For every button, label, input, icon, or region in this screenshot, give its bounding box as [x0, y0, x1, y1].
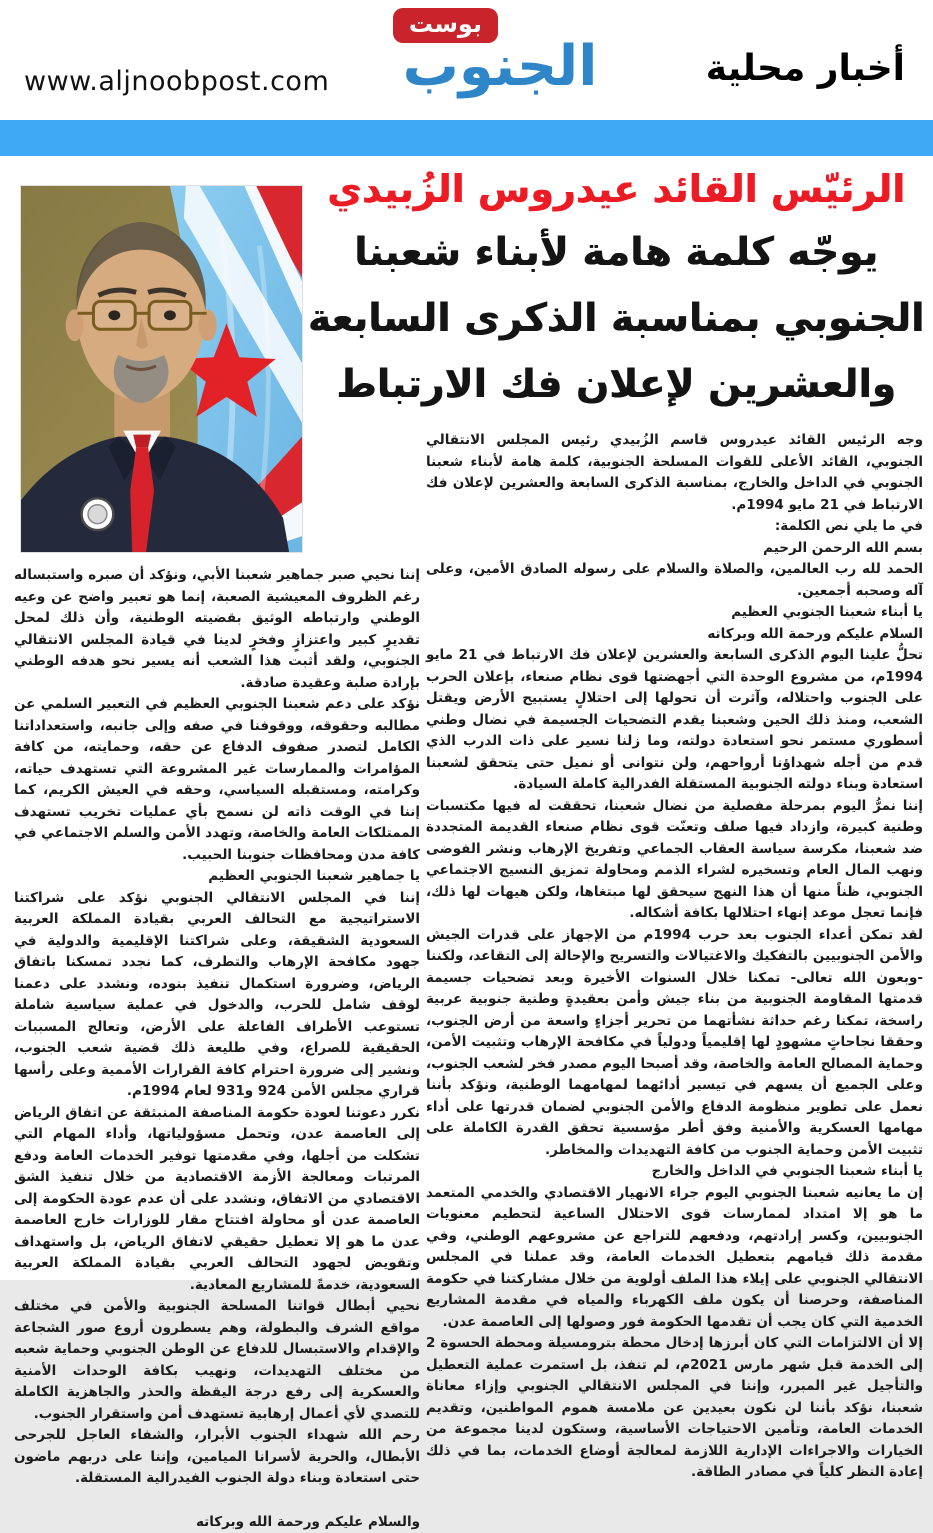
logo-wordmark: الجنوب [382, 39, 618, 95]
site-logo [382, 8, 618, 95]
header-divider-bar [0, 120, 933, 156]
headline-black-line: الجنوبي بمناسبة الذكرى السابعة [303, 286, 929, 352]
site-url: www.aljnoobpost.com [24, 66, 329, 97]
portrait-illustration [21, 186, 302, 552]
article-paragraph: نكرر دعوتنا لعودة حكومة المناصفة المنبثقة عن اتفاق الرياض إلى العاصمة عدن، وتحمل مسؤولياتها، وأداء المهام التي تشكلت من أجلها، وفي مقدمتها توفير الخدمات العامة ودفع المرتبات ومعالجة الأزمة الاقتصادية من خلال تنفيذ الشق الاقتصادي من الاتفاق، ونشدد على أن عدم عودة الحكومة إلى العاصمة عدن أو محاولة افتتاح مقار للوزارات خارج العاصمة عدن ما هو إلا تعطيل حقيقي لاتفاق الرياض، بل واستهداف وتقويض لجهود التحالف العربي بقيادة المملكة العربية السعودية، خدمةً للمشاريع المعادية. [14, 1103, 420, 1297]
article-column-left [14, 565, 420, 1267]
article-paragraph: بسم الله الرحمن الرحيم [426, 538, 923, 560]
article-paragraph: السلام عليكم ورحمة الله وبركاته [426, 624, 923, 646]
article-paragraph: رحم الله شهداء الجنوب الأبرار، والشفاء العاجل للجرحى الأبطال، والحرية لأسرانا الميامين، وإننا على دربهم ماضون حتى استعادة وبناء دولة الجنوب الفيدرالية المستقلة. [14, 1425, 420, 1490]
article-paragraph: نحيي أبطال قواتنا المسلحة الجنوبية والأمن في مختلف مواقع الشرف والبطولة، وهم يسطرون أروع صور الشجاعة والإقدام والاستبسال للدفاع عن الوطن الجنوبي وحماية شعبه من مختلف التهديدات، ونهيب بكافة الوحدات الأمنية والعسكرية إلى رفع درجة اليقظة والحذر والجاهزية الكاملة للتصدي لأي أعمال إرهابية تستهدف أمن واستقرار الجنوب. [14, 1296, 420, 1425]
article-closing-salutation: والسلام عليكم ورحمة الله وبركاته [14, 1512, 420, 1533]
article-paragraph: وجه الرئيس القائد عيدروس قاسم الزُبيدي رئيس المجلس الانتقالي الجنوبي، القائد الأعلى للقوات المسلحة الجنوبية، كلمة هامة لأبناء شعبنا الجنوبي في الداخل والخارج، بمناسبة الذكرى السابعة والعشرين لإعلان فك الارتباط في 21 مايو 1994م. [426, 430, 923, 516]
headline-red-line: الرئيّس القائد عيدروس الزُبيدي [303, 158, 929, 220]
article-paragraph: لقد تمكن أعداء الجنوب بعد حرب 1994م من الإجهاز على قدرات الجيش والأمن الجنوبيين بالتفكيك والاغتيالات والتسريح والإحالة إلى التقاعد، ولكننا -وبعون الله تعالى- تمكنا خلال السنوات الأخيرة وبعد تضحيات جسيمة قدمتها المقاومة الجنوبية من بناء جيش وأمن بعقيدةٍ وطنية جنوبية عربية راسخة، تمكنا رغم حداثة نشأتهما من تحرير أجزاءٍ واسعة من أرض الجنوب، وحققا نجاحاتٍ مشهودٍ لها إقليمياً ودولياً في مكافحة الإرهاب وتثبيت الأمن، وحماية المصالح العامة والخاصة، وقد أصبحا اليوم مصدر فخر لشعب الجنوب، وعلى الجميع أن يسهم في تيسير أدائهما لمهامهما الوطنية، ونؤكد بأننا نعمل على تطوير منظومة الدفاع والأمن الجنوبي لضمان قدرتها على أداء مهامها العسكرية والأمنية وفق أطر مؤسسية تحقق القدرة الكاملة على تثبيت الأمن وحماية الجنوب من كافة التهديدات والمخاطر. [426, 925, 923, 1162]
article-headline [303, 158, 929, 418]
president-portrait-photo [20, 185, 303, 553]
article-paragraph: يا أبناء شعبنا الجنوبي العظيم [426, 602, 923, 624]
article-paragraph: إننا نحيي صبر جماهير شعبنا الأبي، ونؤكد أن صبره واستبساله رغم الظروف المعيشية الصعبة، إنما هو تعبير واضح عن وعيه الوطني وارتباطه الوثيق بقضيته الوطنية، وأن ذلك لمحل تقديرٍ كبير واعتزازٍ وفخرٍ لدينا في قيادة المجلس الانتقالي الجنوبي، ولقد أثبت هذا الشعب أنه يسير نحو هدفه الوطني بإرادة صلبة وعقيدة صادقة. [14, 565, 420, 694]
article-paragraph: يا أبناء شعبنا الجنوبي في الداخل والخارج [426, 1161, 923, 1183]
headline-black-line: والعشرين لإعلان فك الارتباط [303, 352, 929, 418]
article-paragraph: في ما يلي نص الكلمة: [426, 516, 923, 538]
article-paragraph: إلا أن الالتزامات التي كان أبرزها إدخال محطة بترومسيلة ومحطة الحسوة 2 إلى الخدمة قبل شهر مارس 2021م، لم تنفذ، بل استمرت عملية التعطيل والتأجيل غير المبرر، وإننا في المجلس الانتقالي الجنوبي وإزاء معاناة شعبنا، نؤكد بأننا لن نكون بعيدين عن ملامسة هموم المواطنين، وتقديم الخدمات العامة، وتأمين الاحتياجات الأساسية، وستكون لدينا مجموعة من الخيارات والاجراءات الإدارية اللازمة لمعالجة أوضاع الخدمات، بما في ذلك إعادة النظر كلياً في مصادر الطاقة. [426, 1333, 923, 1484]
article-paragraph: إننا في المجلس الانتقالي الجنوبي نؤكد على شراكتنا الاستراتيجية مع التحالف العربي بقيادة المملكة العربية السعودية الشقيقة، وعلى شراكتنا الإقليمية والدولية في جهود مكافحة الإرهاب والتطرف، كما نجدد تمسكنا باتفاق الرياض، وضرورة استكمال تنفيذ بنوده، ونشدد على دعمنا لوقف شامل للحرب، والدخول في عملية سياسية شاملة تستوعب الأطراف الفاعلة على الأرض، وتعالج المسببات الحقيقية للصراع، وفي طليعة ذلك قضية شعب الجنوب، ونشير إلى ضرورة احترام كافة القرارات الأممية وعلى رأسها قراري مجلس الأمن 924 و931 لعام 1994م. [14, 888, 420, 1103]
section-label-local-news: أخبار محلية [706, 48, 905, 89]
article-paragraph: نؤكد على دعم شعبنا الجنوبي العظيم في التعبير السلمي عن مطالبه وحقوقه، ووقوفنا في صفه وإلى جانبه، واستعداداتنا الكامل لتصدر صفوف الدفاع عن حقه، وحمايته، من كافة المؤامرات والممارسات غير المشروعة التي تستهدف حياته، وكرامته، ومستقبله السياسي، وحقه في العيش الكريم، كما إننا في الوقت ذاته لن نسمح بأي عمليات تخريب تستهدف الممتلكات العامة والخاصة، وتهدد الأمن والسلم الاجتماعي في كافة مدن ومحافظات جنوبنا الحبيب. [14, 694, 420, 866]
article-paragraph: إننا نمرُّ اليوم بمرحلة مفصلية من نضال شعبنا، تحققت له فيها مكتسبات وطنية كبيرة، وازداد فيها صلف وتعنّت قوى نظام صنعاء القديمة المتجددة ضد شعبنا، مكرسة سياسة العقاب الجماعي وتفريخ الإرهاب ونشر الفوضى ونهب المال العام وتسخيره لشراء الذمم ومحاولة تمزيق النسيج الاجتماعي الجنوبي، ظناً منها أن هذا النهج سيحقق لها مبتغاها، ولكن هيهات لها ذلك، فإنما تعجل موعد إنهاء احتلالها بكافة أشكاله. [426, 796, 923, 925]
article-paragraph: تحلُّ علينا اليوم الذكرى السابعة والعشرين لإعلان فك الارتباط في 21 مايو 1994م، من مشروع الوحدة التي أجهضتها قوى نظام صنعاء، بإعلان الحرب على الجنوب واحتلاله، وآثرت أن تحولها إلى احتلالٍ يستبيح الأرض ويقتل الشعب، ومنذ ذلك الحين وشعبنا يقدم التضحيات الجسيمة في نضال وطني أسطوري مستمر نحو استعادة دولته، وما زلنا نسير على ذات الدرب الذي قدم من أجله شهداؤنا أرواحهم، ولن نتوانى أو نميل حتى يتحقق لشعبنا استعادة وبناء دولته الجنوبية المستقلة الفدرالية كاملة السيادة. [426, 645, 923, 796]
headline-black-line: يوجّه كلمة هامة لأبناء شعبنا [303, 220, 929, 286]
article-column-right [426, 430, 923, 1276]
article-paragraph: يا جماهير شعبنا الجنوبي العظيم [14, 866, 420, 888]
logo-badge: بوست [393, 8, 498, 43]
article-paragraph: إن ما يعانيه شعبنا الجنوبي اليوم جراء الانهيار الاقتصادي والخدمي المتعمد ما هو إلا امتداد لممارسات قوى الاحتلال الساعية لتحطيم معنويات الجنوبيين، وكسر إرادتهم، ودفعهم للتراجع عن مشروعهم الوطني، وفي مقدمة ذلك قيامهم بتعطيل الخدمات العامة، وقد عملنا في المجلس الانتقالي الجنوبي على إيلاء هذا الملف أولوية من خلال مشاركتنا في حكومة المناصفة، وحرصنا أن يكون ملف الكهرباء والمياه في مقدمة المشاريع الخدمية التي كان يجب أن تقدمها الحكومة فور وصولها إلى العاصمة عدن. [426, 1183, 923, 1334]
article-paragraph: الحمد لله رب العالمين، والصلاة والسلام على رسوله الصادق الأمين، وعلى آله وصحبه أجمعين. [426, 559, 923, 602]
